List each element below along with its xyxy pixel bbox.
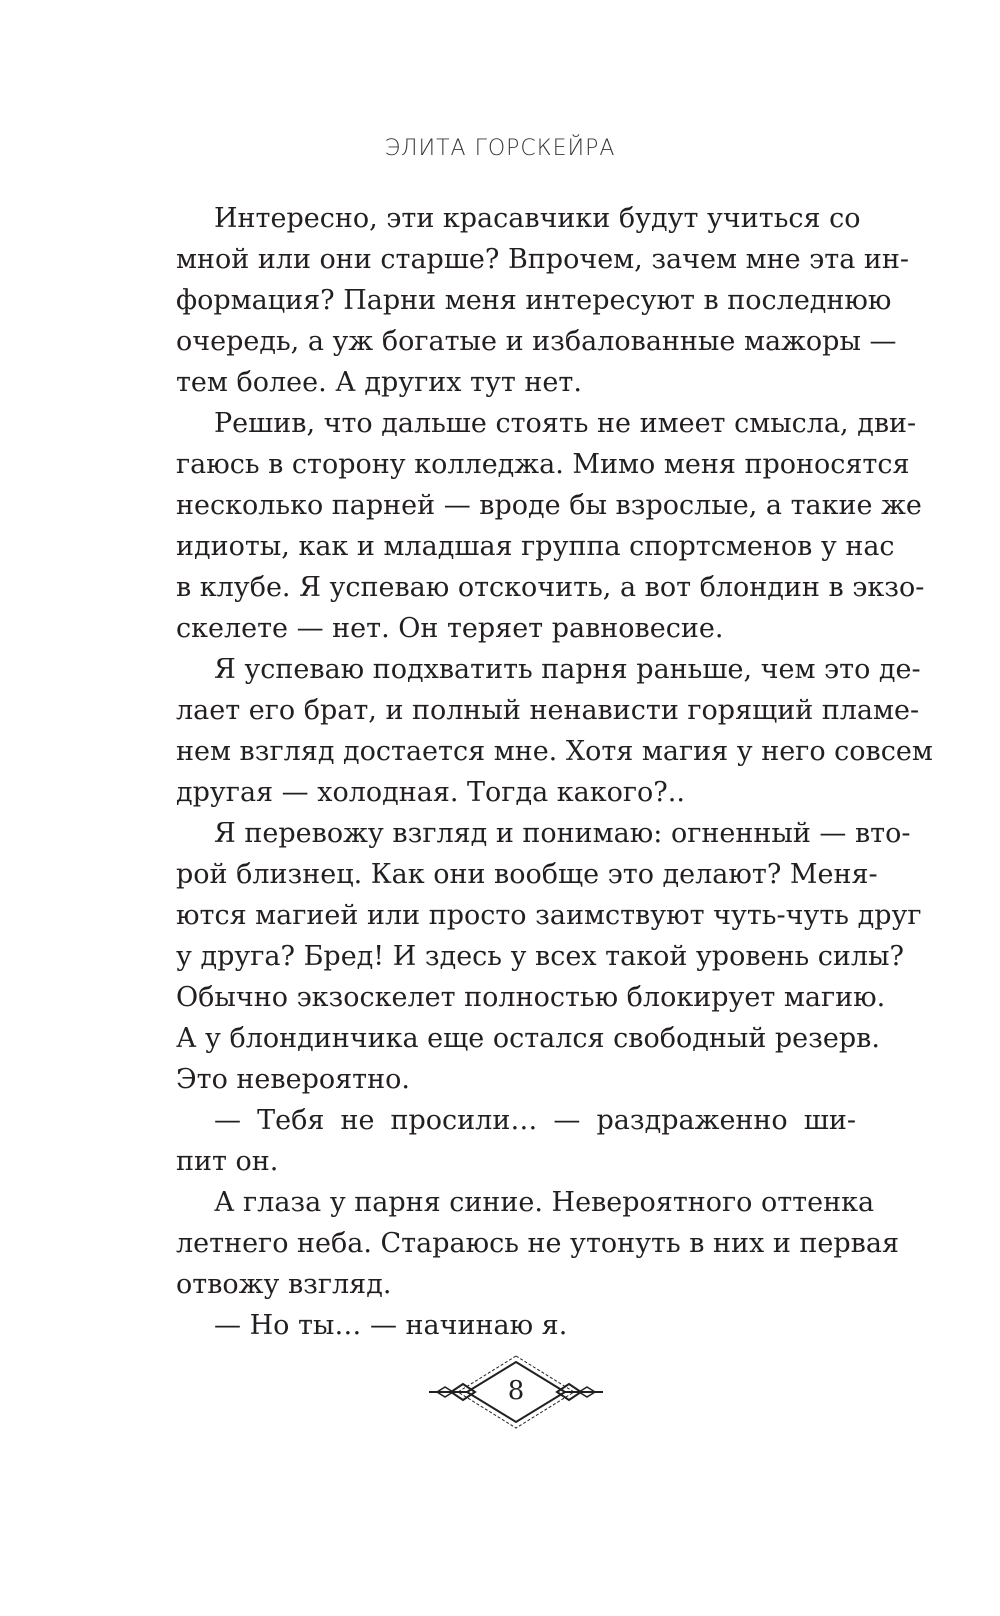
- text-line: — Тебя не просили… — раздраженно ши-: [214, 1105, 856, 1136]
- text-line: летнего неба. Стараюсь не утонуть в них и первая: [176, 1228, 899, 1259]
- text-line: Я успеваю подхватить парня раньше, чем это де-: [214, 654, 921, 685]
- text-line: Решив, что дальше стоять не имеет смысла, дви-: [214, 408, 917, 439]
- text-line: А у блондинчика еще остался свободный резерв.: [176, 1023, 880, 1054]
- text-line: формация? Парни меня интересуют в последнюю: [176, 285, 892, 316]
- text-line: лает его брат, и полный ненависти горящий пламе-: [176, 695, 920, 726]
- text-line: идиоты, как и младшая группа спортсменов у нас: [176, 531, 895, 562]
- text-line: тем более. А других тут нет.: [176, 367, 582, 398]
- text-line: пит он.: [176, 1146, 279, 1177]
- running-header: ЭЛИТА ГОРСКЕЙРА: [384, 136, 616, 161]
- body-text: [176, 198, 933, 1346]
- text-line: Это невероятно.: [176, 1064, 410, 1095]
- page-number: 8: [507, 1376, 525, 1406]
- text-line: очередь, а уж богатые и избалованные мажоры —: [176, 326, 897, 357]
- text-line: Я перевожу взгляд и понимаю: огненный — вто-: [214, 818, 911, 849]
- text-line: Интересно, эти красавчики будут учиться со: [214, 203, 861, 234]
- text-line: скелете — нет. Он теряет равновесие.: [176, 613, 724, 644]
- text-line: несколько парней — вроде бы взрослые, а такие же: [176, 490, 922, 521]
- text-line: другая — холодная. Тогда какого?..: [176, 777, 685, 808]
- text-line: мной или они старше? Впрочем, зачем мне эта ин-: [176, 244, 909, 275]
- text-line: рой близнец. Как они вообще это делают? Меня-: [176, 859, 878, 890]
- text-line: в клубе. Я успеваю отскочить, а вот блондин в экзо-: [176, 572, 925, 603]
- text-line: нем взгляд достается мне. Хотя магия у него совсем: [176, 736, 933, 767]
- page-number-ornament: [429, 1352, 603, 1432]
- text-line: отвожу взгляд.: [176, 1269, 392, 1300]
- text-line: гаюсь в сторону колледжа. Мимо меня проносятся: [176, 449, 910, 480]
- text-line: у друга? Бред! И здесь у всех такой уровень силы?: [176, 941, 905, 972]
- text-line: Обычно экзоскелет полностью блокирует магию.: [176, 982, 886, 1013]
- text-line: А глаза у парня синие. Невероятного оттенка: [214, 1187, 875, 1218]
- text-line: — Но ты… — начинаю я.: [214, 1310, 568, 1341]
- text-line: ются магией или просто заимствуют чуть-чуть друг: [176, 900, 922, 931]
